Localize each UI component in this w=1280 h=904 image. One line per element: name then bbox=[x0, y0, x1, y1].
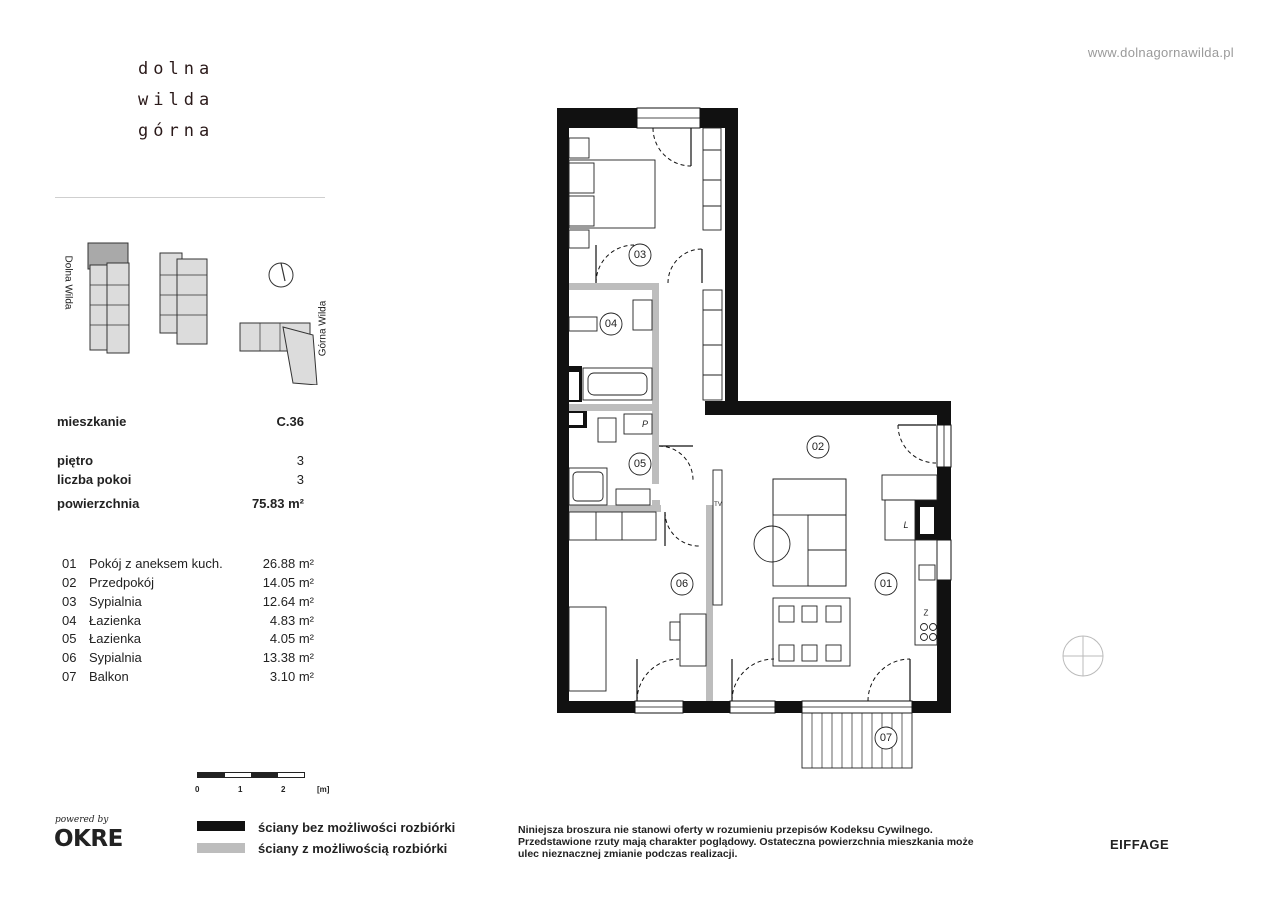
room-number: 02 bbox=[62, 575, 77, 590]
disclaimer bbox=[518, 824, 1018, 860]
room-area: 14.05 m² bbox=[262, 575, 314, 590]
disclaimer-line-1: Niniejsza broszura nie stanowi oferty w rozumieniu przepisów Kodeksu Cywilnego. bbox=[518, 824, 933, 836]
floor-label: piętro bbox=[57, 453, 94, 468]
compass-rose-icon bbox=[1060, 633, 1106, 679]
floor-value: 3 bbox=[296, 453, 304, 468]
room-row bbox=[62, 575, 316, 593]
room-label-05: 05 bbox=[633, 458, 647, 470]
site-plan-buildings bbox=[55, 235, 345, 385]
fixture-label-p: P bbox=[641, 419, 649, 429]
legend-swatch-load-bearing bbox=[197, 821, 245, 831]
room-label-07: 07 bbox=[879, 732, 893, 744]
legend-removable: ściany z możliwością rozbiórki bbox=[258, 841, 448, 856]
room-area: 4.05 m² bbox=[269, 631, 314, 646]
room-row bbox=[62, 631, 316, 649]
room-row bbox=[62, 556, 316, 574]
room-area: 13.38 m² bbox=[262, 650, 314, 665]
scale-unit: [m] bbox=[317, 785, 330, 794]
rooms-count-value: 3 bbox=[296, 472, 304, 487]
room-row bbox=[62, 669, 316, 687]
disclaimer-line-3: ulec nieznacznej zmianie podczas realizacji. bbox=[518, 848, 738, 860]
room-name: Łazienka bbox=[89, 631, 142, 646]
removable-walls bbox=[569, 283, 713, 701]
scale-tick-0: 0 bbox=[195, 785, 200, 794]
site-plan bbox=[55, 235, 345, 385]
scale-bar bbox=[197, 772, 305, 778]
room-number: 04 bbox=[62, 613, 77, 628]
rooms-count-label: liczba pokoi bbox=[57, 472, 132, 487]
legend-swatch-removable bbox=[197, 843, 245, 853]
disclaimer-line-2: Przedstawione rzuty mają charakter poglądowy. Ostateczna powierzchnia mieszkania może bbox=[518, 836, 974, 848]
apartment-label: mieszkanie bbox=[57, 414, 127, 429]
area-label: powierzchnia bbox=[57, 496, 140, 511]
powered-by-script: powered by bbox=[55, 815, 109, 825]
fixture-label-l: L bbox=[903, 520, 909, 530]
room-area: 4.83 m² bbox=[269, 613, 314, 628]
room-name: Balkon bbox=[89, 669, 129, 684]
room-name: Pokój z aneksem kuch. bbox=[89, 556, 223, 571]
room-name: Łazienka bbox=[89, 613, 142, 628]
site-label-dolna-wilda: Dolna Wilda bbox=[62, 255, 74, 310]
floor-plan bbox=[552, 100, 972, 780]
apartment-value: C.36 bbox=[276, 414, 304, 429]
room-number: 03 bbox=[62, 594, 77, 609]
brand-line-2: wilda bbox=[138, 90, 215, 110]
room-row bbox=[62, 613, 316, 631]
room-name: Sypialnia bbox=[89, 594, 142, 609]
room-number: 06 bbox=[62, 650, 77, 665]
okre-logo: OKRE bbox=[54, 826, 123, 852]
website-link[interactable]: www.dolnagornawilda.pl bbox=[1087, 45, 1234, 60]
divider bbox=[55, 197, 325, 198]
room-label-06: 06 bbox=[675, 578, 689, 590]
room-area: 3.10 m² bbox=[269, 669, 314, 684]
room-row bbox=[62, 594, 316, 612]
furniture bbox=[569, 128, 937, 768]
room-number: 05 bbox=[62, 631, 77, 646]
room-name: Przedpokój bbox=[89, 575, 155, 590]
scale-tick-2: 2 bbox=[281, 785, 286, 794]
eiffage-logo: EIFFAGE bbox=[1110, 837, 1170, 852]
north-arrow-icon bbox=[269, 263, 293, 287]
room-label-02: 02 bbox=[811, 441, 825, 453]
room-area: 12.64 m² bbox=[262, 594, 314, 609]
room-label-04: 04 bbox=[604, 318, 618, 330]
site-label-gorna-wilda: Górna Wilda bbox=[317, 300, 329, 357]
brand-line-1: dolna bbox=[138, 59, 215, 79]
room-number: 07 bbox=[62, 669, 77, 684]
room-area: 26.88 m² bbox=[262, 556, 314, 571]
brand-line-3: górna bbox=[138, 121, 215, 141]
room-row bbox=[62, 650, 316, 668]
legend-load-bearing: ściany bez możliwości rozbiórki bbox=[258, 820, 456, 835]
room-label-03: 03 bbox=[633, 249, 647, 261]
room-number: 01 bbox=[62, 556, 77, 571]
room-label-01: 01 bbox=[879, 578, 893, 590]
area-value: 75.83 m² bbox=[251, 496, 304, 511]
fixture-label-tv: TV bbox=[714, 502, 722, 508]
scale-tick-1: 1 bbox=[238, 785, 243, 794]
fixture-label-z: Z bbox=[923, 608, 929, 618]
room-name: Sypialnia bbox=[89, 650, 142, 665]
